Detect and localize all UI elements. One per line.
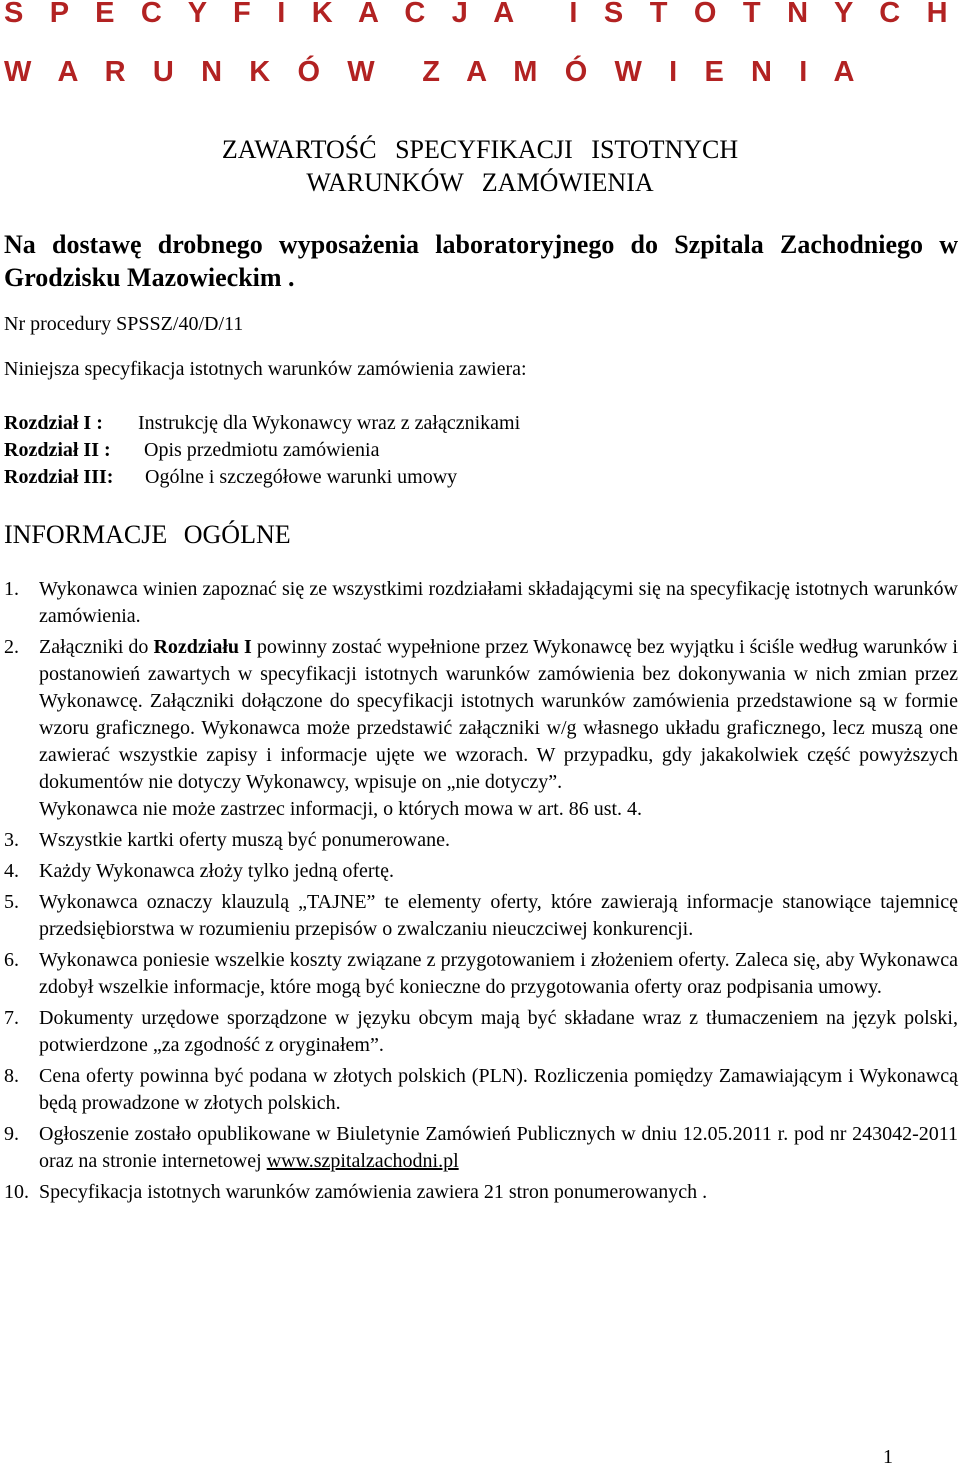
list-item (4, 1005, 958, 1059)
list-item (4, 1179, 958, 1206)
contents-title-line-2: WARUNKÓW ZAMÓWIENIA (306, 168, 654, 197)
list-item-number: 8. (4, 1065, 19, 1087)
contents-title-line-1: ZAWARTOŚĆ SPECYFIKACJI ISTOTNYCH (221, 135, 739, 164)
title-banner-line-1 (4, 0, 957, 28)
toc-item-text: Instrukcję dla Wykonawcy wraz z załącznikami (138, 412, 521, 434)
list-item-text: Wykonawca oznaczy klauzulą „TAJNE” te elementy oferty, które zawierają informacje stanowiące tajemnicę przedsiębiorstwa w rozumieniu przepisów o zwalczaniu nieuczciwej konkurencji. (39, 891, 958, 940)
title-word-warunkow: W A R U N K Ó W (4, 56, 385, 88)
list-item-number: 10. (4, 1181, 29, 1203)
toc-item (4, 437, 520, 464)
list-item-text: Dokumenty urzędowe sporządzone w języku obcym mają być składane wraz z tłumaczeniem na język polski, potwierdzone „za zgodność z oryginałem”. (39, 1007, 958, 1056)
chapter-reference: Rozdziału I (153, 636, 252, 658)
contents-title (0, 133, 960, 199)
list-item (4, 889, 958, 943)
list-item-text: Wszystkie kartki oferty muszą być ponumerowane. (39, 829, 450, 851)
list-item-number: 1. (4, 578, 19, 600)
order-subject-line-2: Grodzisku Mazowieckim . (4, 263, 295, 292)
list-item-text: Wykonawca winien zapoznać się ze wszystkimi rozdziałami składającymi się na specyfikację istotnych warunków zamówienia. (39, 578, 958, 627)
list-item-text-part: Wykonawca nie może zastrzec informacji, o których mowa w art. 86 ust. 4. (39, 798, 643, 820)
section-title-general-info: INFORMACJE OGÓLNE (4, 520, 291, 549)
intro-text: Niniejsza specyfikacja istotnych warunków zamówienia zawiera: (4, 358, 527, 380)
title-word-zamowienia: Z A M Ó W I E N I A (422, 56, 865, 88)
toc-item (4, 410, 520, 437)
list-item-text (39, 1121, 958, 1175)
list-item (4, 634, 958, 823)
list-item-text-part: powinny zostać wypełnione przez Wykonawcę bez wyjątku i ściśle według warunków i postanowień zawartych w specyfikacji istotnych warunków zamówienia bez dokonywania w nich zmian przez Wykonawcę. Załączniki dołączone do specyfikacji istotnych warunków zamówienia przedstawione są w formie wzoru graficznego. Wykonawca może przedstawić załączniki w/g własnego układu graficznego, lecz muszą one zawierać wszystkie zapisy i informacje ujęte we wzorach. W przypadku, gdy jakakolwiek część powyższych dokumentów nie dotyczy Wykonawcy, wpisuje on „nie dotyczy”. (39, 636, 958, 793)
order-subject (4, 228, 958, 294)
toc-item-label: Rozdział I : (4, 412, 103, 434)
toc-item (4, 464, 520, 491)
title-banner-line-2 (4, 57, 864, 87)
list-item-text: Cena oferty powinna być podana w złotych polskich (PLN). Rozliczenia pomiędzy Zamawiającym i Wykonawcą będą prowadzone w złotych polskich. (39, 1065, 958, 1114)
toc-item-text: Ogólne i szczegółowe warunki umowy (145, 466, 458, 488)
list-item-text: Wykonawca poniesie wszelkie koszty związane z przygotowaniem i złożeniem oferty. Zaleca się, aby Wykonawca zdobył wszelkie informacje, które mogą być konieczne do przygotowania oferty oraz podpisania umowy. (39, 949, 958, 998)
list-item-number: 9. (4, 1123, 19, 1145)
page-number: 1 (883, 1446, 893, 1468)
list-item-number: 7. (4, 1007, 19, 1029)
list-item (4, 576, 958, 630)
toc-item-label: Rozdział II : (4, 439, 111, 461)
order-subject-line-1: Na dostawę drobnego wyposażenia laboratoryjnego do Szpitala Zachodniego w (4, 230, 958, 259)
list-item-text-part: Ogłoszenie zostało opublikowane w Biuletynie Zamówień Publicznych w dniu 12.05.2011 r. pod nr 243042-2011 oraz na stronie internetowej (39, 1123, 958, 1172)
website-link[interactable]: www.szpitalzachodni.pl (266, 1150, 459, 1172)
title-word-specyfikacja: S P E C Y F I K A C J A (4, 0, 524, 29)
list-item-text: Specyfikacja istotnych warunków zamówienia zawiera 21 stron ponumerowanych . (39, 1181, 708, 1203)
list-item-number: 5. (4, 891, 19, 913)
list-item (4, 858, 958, 885)
list-item (4, 1063, 958, 1117)
list-item-number: 3. (4, 829, 19, 851)
list-item-text: Każdy Wykonawca złoży tylko jedną ofertę. (39, 860, 394, 882)
toc-item-text: Opis przedmiotu zamówienia (144, 439, 380, 461)
list-item (4, 1121, 958, 1175)
list-item-number: 2. (4, 636, 19, 658)
general-info-list (4, 576, 958, 1210)
list-item (4, 947, 958, 1001)
list-item-number: 6. (4, 949, 19, 971)
table-of-contents (4, 410, 520, 491)
list-item-text (39, 634, 958, 823)
title-word-istotnych: I S T O T N Y C H (569, 0, 957, 29)
toc-item-label: Rozdział III: (4, 466, 114, 488)
list-item-number: 4. (4, 860, 19, 882)
list-item-text-part: Załączniki do (39, 636, 154, 658)
list-item (4, 827, 958, 854)
procedure-number: Nr procedury SPSSZ/40/D/11 (4, 313, 244, 335)
